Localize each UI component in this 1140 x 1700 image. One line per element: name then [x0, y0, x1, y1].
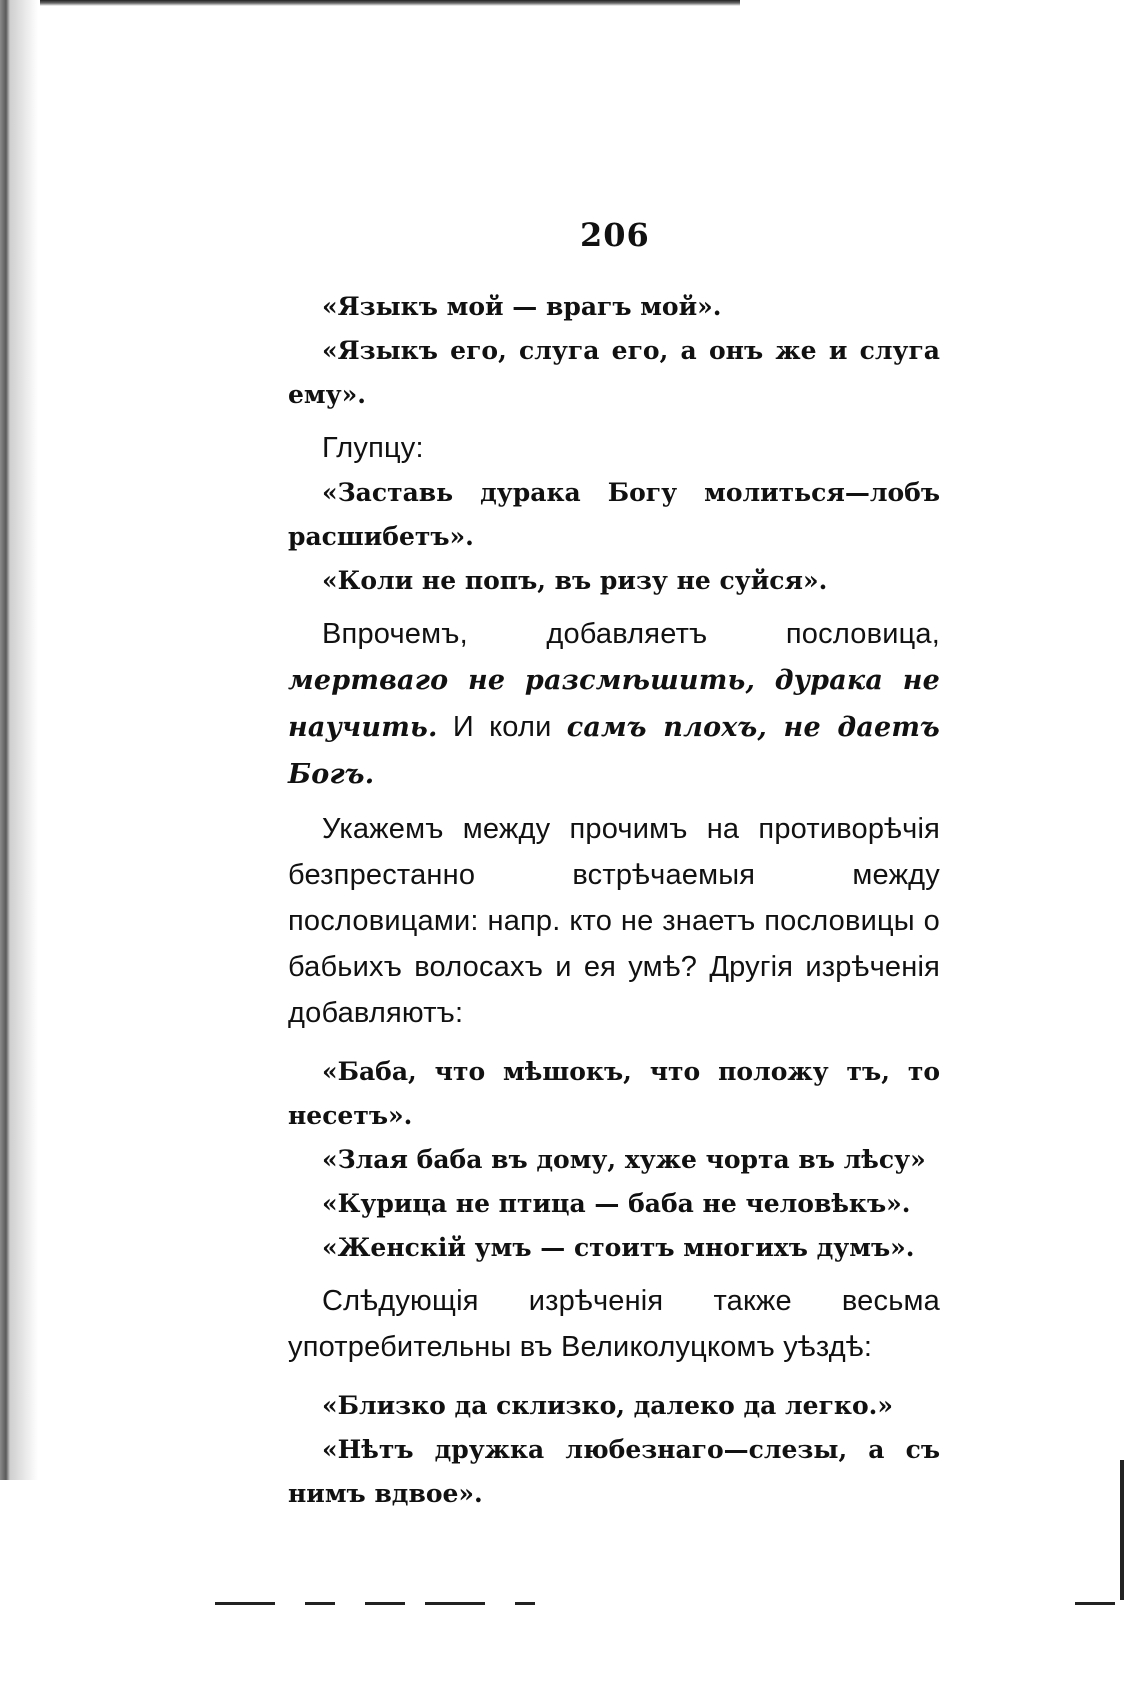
paragraph-however-lead: Впрочемъ, добавляетъ пословица, — [322, 618, 940, 650]
scan-dust-bottom — [215, 1598, 1115, 1608]
proverb-hen-not-bird: «Курица не птица — баба не человѣкъ». — [322, 1189, 911, 1218]
proverb-no-friend: «Нѣтъ дружка любезнаго—слезы, а съ нимъ вдвое». — [288, 1435, 940, 1508]
paragraph-however-mid: И коли — [452, 711, 552, 743]
proverb-tongue-enemy: «Языкъ мой — врагъ мой». — [322, 292, 722, 321]
paragraph-contradictions: Укажемъ между прочимъ на противорѣчія безпрестанно встрѣчаемыя между пословицами: напр. кто не знаетъ пословицы о бабьихъ волосахъ и ея умѣ? Другія изрѣченія добавляютъ: — [288, 813, 940, 1029]
page-body — [288, 285, 940, 1516]
proverb-not-priest: «Коли не попъ, въ ризу не суйся». — [322, 566, 828, 595]
scan-shadow-left — [0, 0, 40, 1480]
paragraph-however-italic-2: самъ плохъ, не даетъ Богъ. — [288, 712, 940, 790]
page-number: 206 — [580, 216, 650, 254]
proverb-fool-pray: «Заставь дурака Богу молиться—лобъ расшибетъ». — [288, 478, 940, 551]
proverb-near-far: «Близко да склизко, далеко да легко.» — [322, 1391, 893, 1420]
scan-shadow-top — [40, 0, 740, 6]
proverb-evil-woman: «Злая баба въ дому, хуже чорта въ лѣсу» — [322, 1145, 926, 1174]
proverb-tongue-servant: «Языкъ его, слуга его, а онъ же и слуга ему». — [288, 336, 940, 409]
proverb-woman-sack: «Баба, что мѣшокъ, что положу тъ, то несетъ». — [288, 1057, 940, 1130]
paragraph-following-sayings: Слѣдующія изрѣченія также весьма употребительны въ Великолуцкомъ уѣздѣ: — [288, 1285, 940, 1363]
paragraph-however-italic-1: мертваго не разсмѣшить, дурака не научить. — [288, 665, 940, 743]
section-label-fool: Глупцу: — [322, 432, 424, 464]
paragraph-however — [288, 611, 940, 798]
proverb-female-mind: «Женскій умъ — стоитъ многихъ думъ». — [322, 1233, 915, 1262]
scan-mark-right — [1120, 1460, 1124, 1600]
